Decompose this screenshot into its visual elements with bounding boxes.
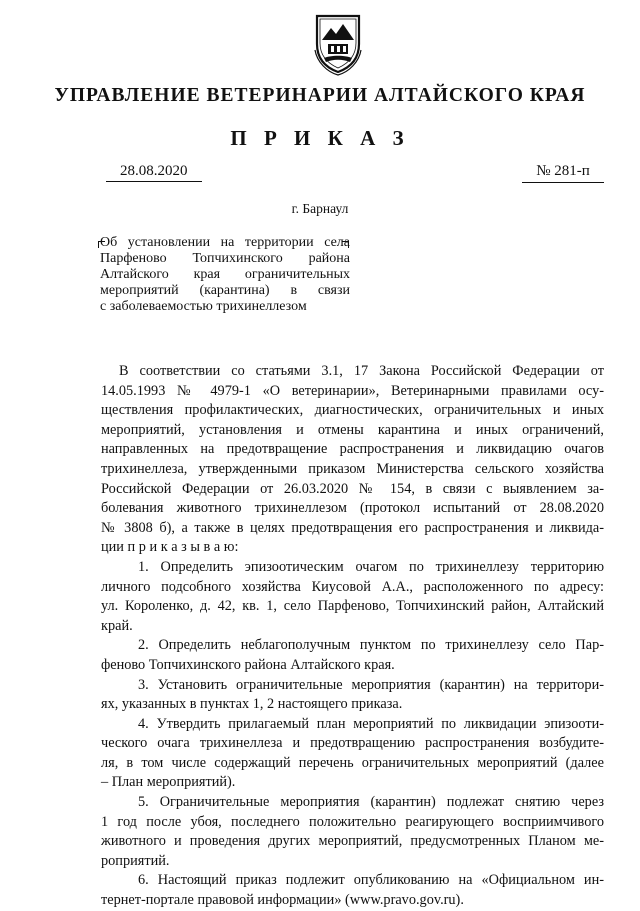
document-number: № 281-п <box>522 163 604 183</box>
document-date: 28.08.2020 <box>106 163 202 182</box>
body-line: ях, указанных в пунктах 1, 2 настоящего приказа. <box>101 696 403 713</box>
body-line: роприятий. <box>101 852 170 869</box>
subject-line: Парфеново Топчихинского района <box>100 251 350 266</box>
subject-line: Об установлении на территории села <box>100 235 350 250</box>
subject-line: мероприятий (карантина) в связи <box>100 283 350 298</box>
subject-line: Алтайского края ограничительных <box>100 267 350 282</box>
body-line: 1. Определить эпизоотическим очагом по трихинеллезу территорию <box>138 558 604 575</box>
organization-title: УПРАВЛЕНИЕ ВЕТЕРИНАРИИ АЛТАЙСКОГО КРАЯ <box>54 85 586 106</box>
body-line: 2. Определить неблагополучным пунктом по трихинеллезу село Пар- <box>138 637 604 654</box>
body-line: В соответствии со статьями 3.1, 17 Закона Российской Федерации от <box>119 363 604 379</box>
body-line: – План мероприятий). <box>101 774 236 791</box>
body-line: 5. Ограничительные мероприятия (карантин) подлежат снятию через <box>138 794 604 811</box>
body-line: ществления профилактических, диагностических, ограничительных и иных <box>101 402 604 419</box>
subject-line: с заболеваемостью трихинеллезом <box>100 299 307 314</box>
body-line: Российской Федерации от 26.03.2020 № 154, в связи с выявлением за- <box>101 480 604 497</box>
body-line: край. <box>101 617 133 634</box>
body-line: личного подсобного хозяйства Киусовой А.А., расположенного по адресу: <box>101 578 604 595</box>
document-type: П Р И К А З <box>230 126 410 150</box>
body-line: 1 год после убоя, последнего положительно реагирующего восприимчивого <box>101 813 604 830</box>
body-line: мероприятий, установления и отмены карантина и иных ограничений, <box>101 421 604 438</box>
body-line: тернет-портале правовой информации» (www.pravo.gov.ru). <box>101 892 464 909</box>
body-line: 4. Утвердить прилагаемый план мероприятий по ликвидации эпизооти- <box>138 715 604 732</box>
body-line: 6. Настоящий приказ подлежит опубликованию на «Официальном ин- <box>138 872 604 889</box>
body-line: ул. Короленко, д. 42, кв. 1, село Парфеново, Топчихинский район, Алтайский <box>101 598 604 615</box>
body-line: направленных на предотвращение распространения и ликвидацию очагов <box>101 441 604 458</box>
subject-block <box>100 235 350 315</box>
body-line: 14.05.1993 № 4979-1 «О ветеринарии», Ветеринарными правилами осу- <box>101 382 604 399</box>
body-line: ческого очага трихинеллеза и предотвращению распространения возбудите- <box>101 735 604 752</box>
body-line: ля, в том числе содержащий перечень ограничительных мероприятий (далее <box>101 754 604 771</box>
body-line: № 3808 б), а также в целях предотвращения его распространения и ликвида- <box>101 519 604 536</box>
body-line: болевания животного трихинеллезом (протокол испытаний от 28.08.2020 <box>101 500 604 517</box>
order-body <box>101 362 604 911</box>
altai-krai-coat-of-arms-icon <box>313 10 363 76</box>
body-line: животного и проведения других мероприятий, предусмотренных Планом ме- <box>101 833 604 850</box>
body-line: 3. Установить ограничительные мероприятия (карантин) на территори- <box>138 676 604 693</box>
body-line: ции п р и к а з ы в а ю: <box>101 539 239 556</box>
body-line: феново Топчихинского района Алтайского края. <box>101 656 395 673</box>
body-line: трихинеллеза, утвержденными приказом Министерства сельского хозяйства <box>101 460 604 477</box>
city-line: г. Барнаул <box>291 201 349 216</box>
